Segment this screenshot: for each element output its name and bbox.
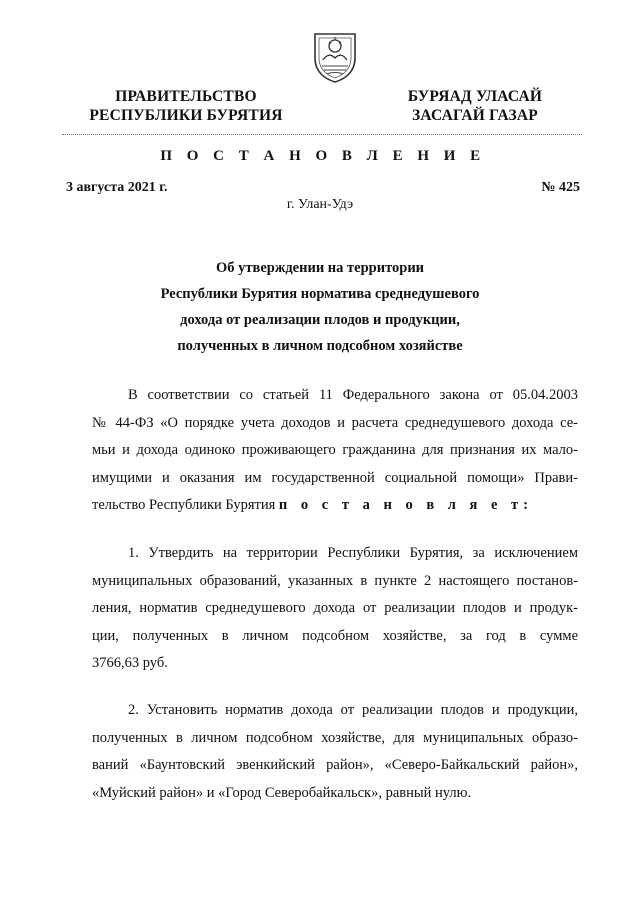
paragraph-line: ления, норматив среднедушевого дохода от реализации плодов и продук- <box>92 600 578 616</box>
title-line: полученных в личном подсобном хозяйстве <box>177 338 463 354</box>
preamble-paragraph <box>92 382 578 520</box>
paragraph-line: № 44-ФЗ «О порядке учета доходов и расчета среднедушевого дохода се- <box>92 414 578 431</box>
paragraph-line: В соответствии со статьей 11 Федерального закона от 05.04.2003 <box>128 387 578 403</box>
preamble-subject: тельство Республики Бурятия <box>92 497 276 513</box>
document-date: 3 августа 2021 г. <box>66 180 168 195</box>
title-line: дохода от реализации плодов и продукции, <box>180 312 460 328</box>
coat-of-arms-icon <box>311 28 359 84</box>
org-line: ЗАСАГАЙ ГАЗАР <box>412 107 538 124</box>
document-title <box>100 255 540 359</box>
paragraph-line <box>92 492 578 520</box>
paragraph-line: имущими и оказания им государственной социальной помощи» Прави- <box>92 469 578 486</box>
resolves-keyword: п о с т а н о в л я е т: <box>278 497 534 513</box>
paragraph-line: ваний «Баунтовский эвенкийский район», «Северо-Байкальский район», <box>92 757 578 773</box>
paragraph-line: 2. Установить норматив дохода от реализации плодов и продукции, <box>128 702 578 718</box>
paragraph-line: мьи и дохода одиноко проживающего гражданина для признания их мало- <box>92 442 578 458</box>
paragraph-line: муниципальных образований, указанных в пункте 2 настоящего постанов- <box>92 572 578 589</box>
document-type: П О С Т А Н О В Л Е Н И Е <box>160 148 486 164</box>
paragraph-line: 3766,63 руб. <box>92 655 168 671</box>
paragraph-line: ции, полученных в личном подсобном хозяйстве, за год в сумме <box>92 627 578 644</box>
paragraph-line: «Муйский район» и «Город Северобайкальск», равный нулю. <box>92 784 472 801</box>
paragraph-line: 1. Утвердить на территории Республики Бурятия, за исключением <box>128 545 578 561</box>
org-line: ПРАВИТЕЛЬСТВО <box>115 88 257 105</box>
government-name-buryat <box>390 87 560 125</box>
title-line: Об утверждении на территории <box>215 260 425 276</box>
org-line: БУРЯАД УЛАСАЙ <box>407 88 543 105</box>
clause-2 <box>92 697 578 807</box>
clause-1 <box>92 540 578 678</box>
org-line: РЕСПУБЛИКИ БУРЯТИЯ <box>89 107 283 124</box>
header-divider <box>62 134 582 135</box>
paragraph-line: полученных в личном подсобном хозяйстве, для муниципальных образо- <box>92 729 578 746</box>
title-line: Республики Бурятия норматива среднедушевого <box>160 286 480 302</box>
document-number: № 425 <box>541 180 580 195</box>
document-city: г. Улан-Удэ <box>286 197 354 212</box>
government-name-russian <box>86 87 286 125</box>
